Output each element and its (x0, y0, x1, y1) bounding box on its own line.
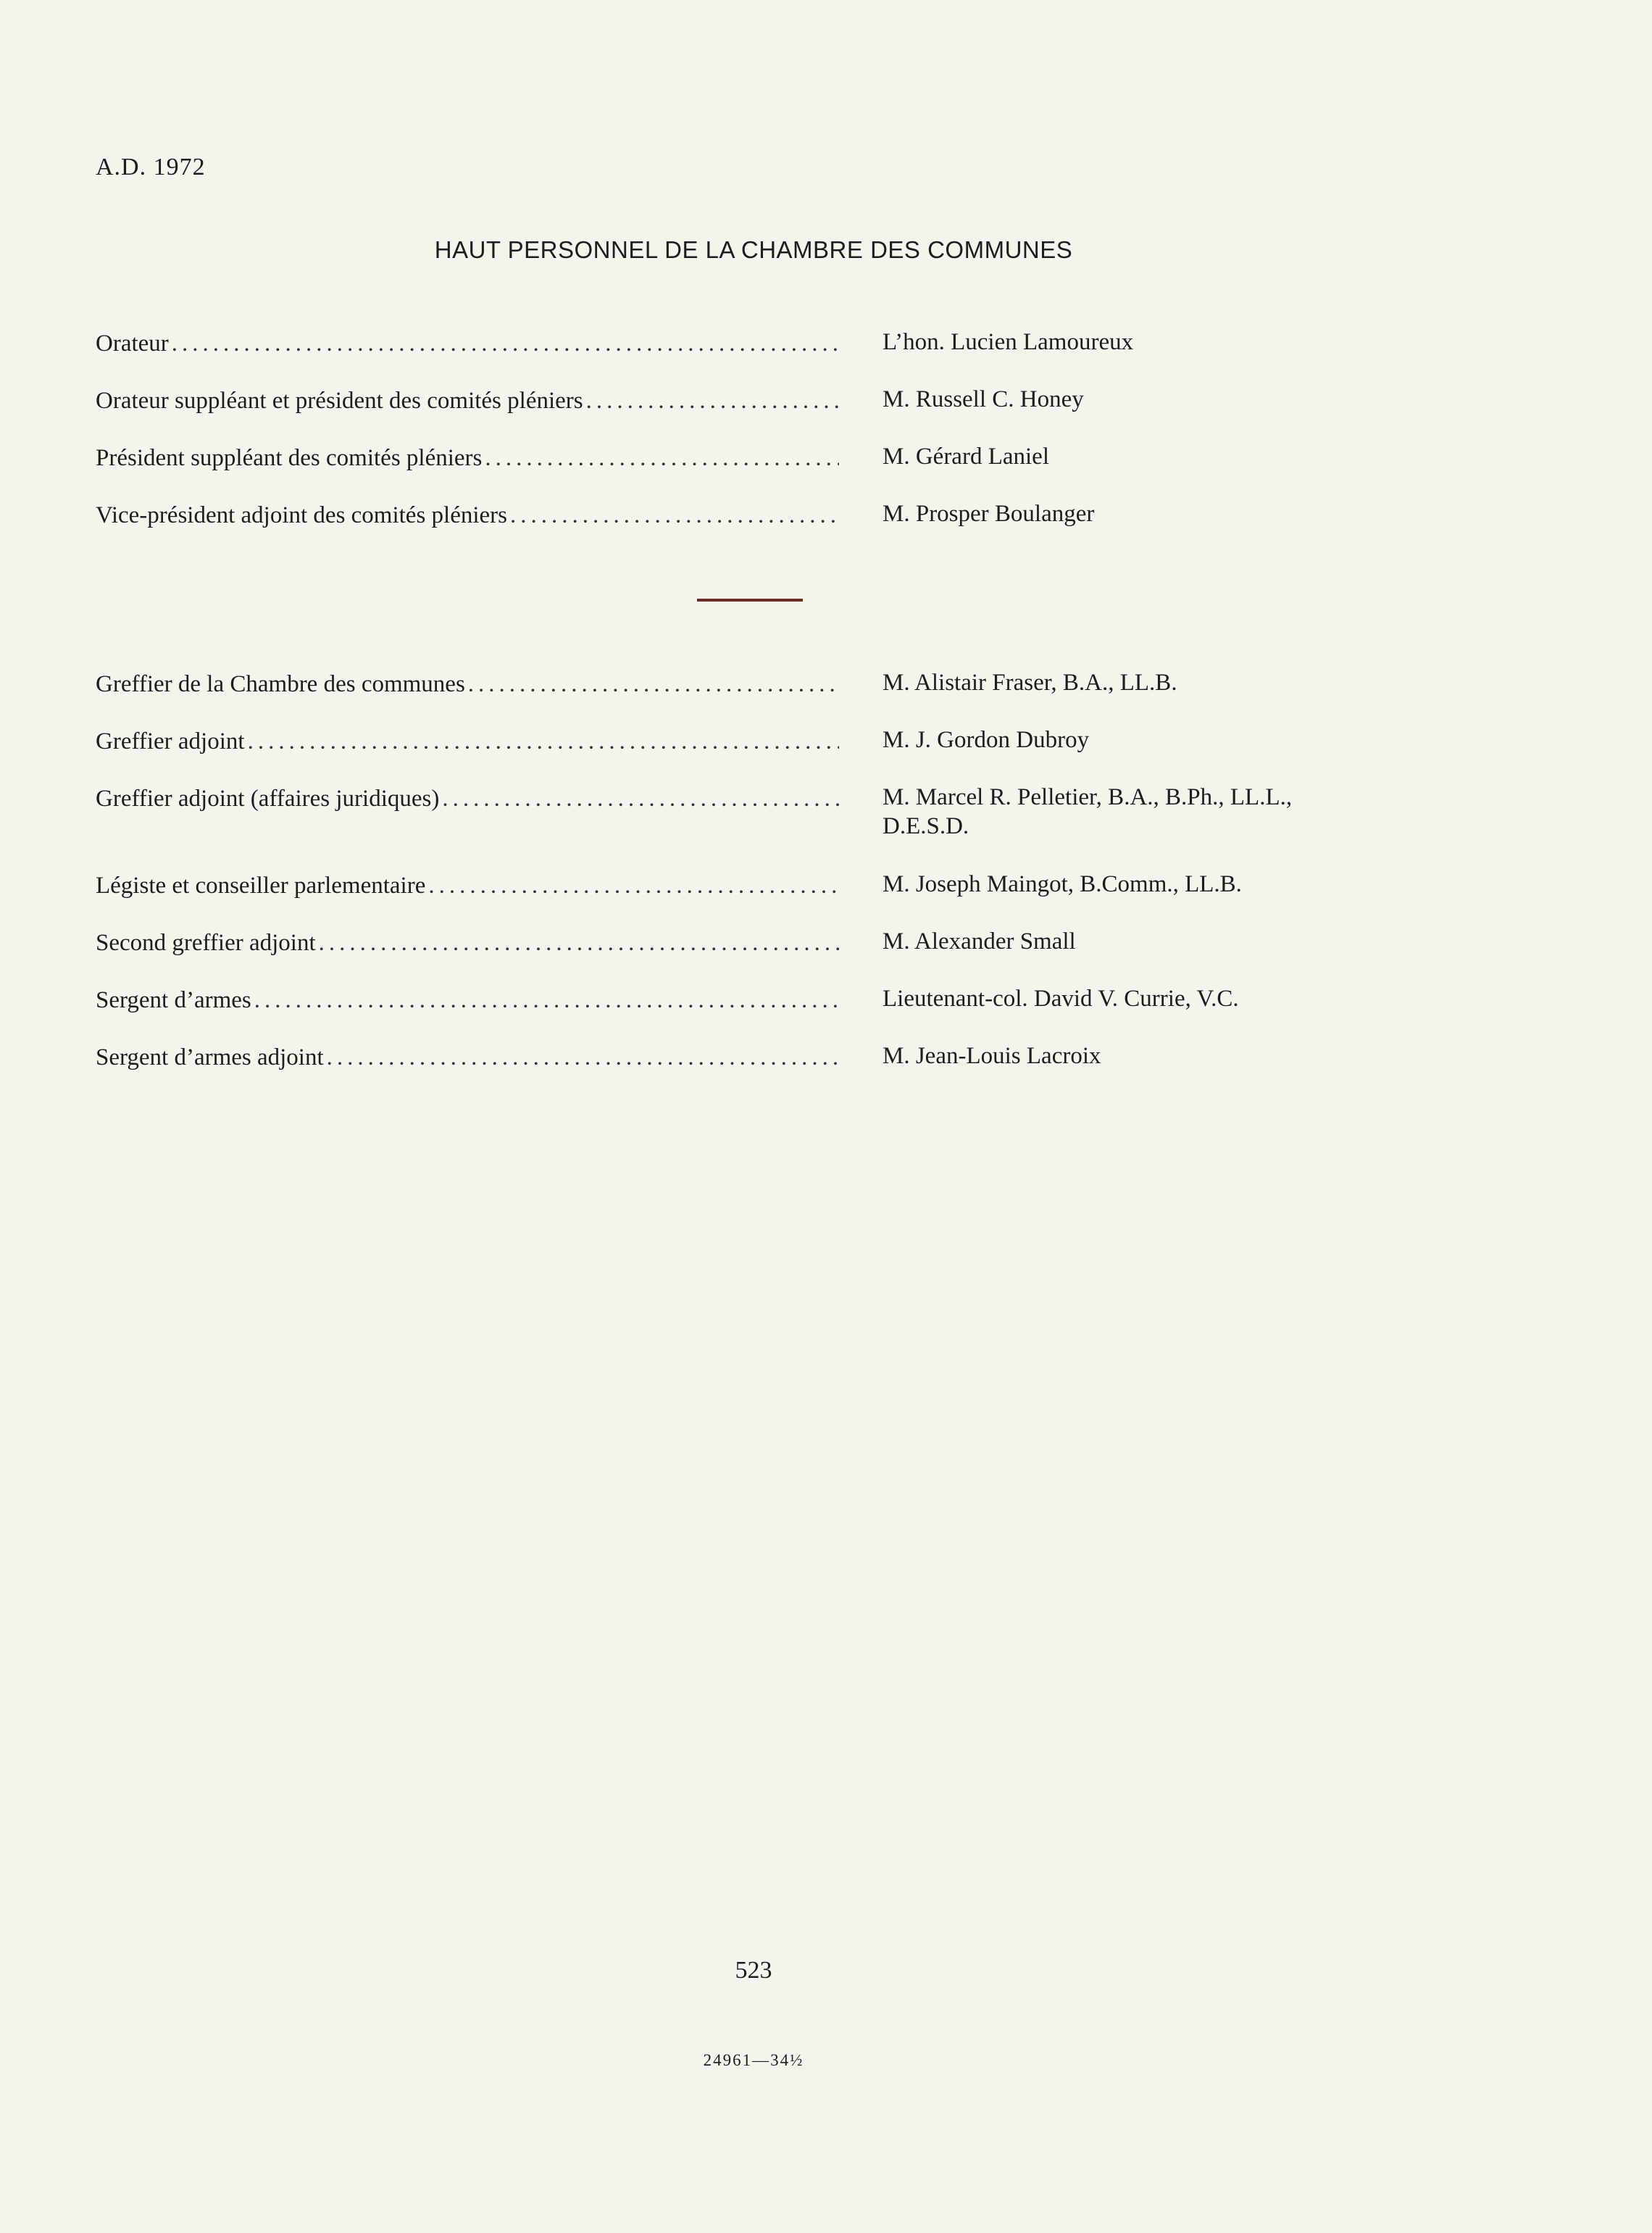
page-number: 523 (735, 1957, 772, 1984)
officer-name: M. Jean-Louis Lacroix (883, 1043, 1101, 1069)
print-code: 24961—34½ (703, 2051, 804, 2069)
document-year: A.D. 1972 (96, 154, 206, 180)
officer-name: Lieutenant-col. David V. Currie, V.C. (883, 986, 1239, 1012)
officer-role: Greffier adjoint (affaires juridiques) ..... (96, 783, 839, 815)
officer-role: Greffier adjoint ..... (96, 725, 839, 757)
officer-role: Orateur ..... (96, 328, 839, 359)
list-item (96, 499, 1472, 557)
list-item (96, 783, 1472, 870)
officer-name: M. Alexander Small (883, 928, 1076, 955)
dot-leader (510, 499, 839, 531)
officer-name: L’hon. Lucien Lamoureux (883, 329, 1134, 355)
dot-leader (586, 385, 839, 417)
dot-leader (172, 328, 839, 359)
officer-name: M. J. Gordon Dubroy (883, 727, 1090, 753)
officer-name: M. Gérard Laniel (883, 444, 1049, 470)
officer-role: Président suppléant des comités pléniers ..... (96, 442, 839, 474)
officer-name: M. Marcel R. Pelletier, B.A., B.Ph., LL.L., D.E.S.D. (883, 784, 1293, 839)
list-item (96, 328, 1472, 385)
officers-list-presiding (96, 328, 1472, 557)
officer-role: Sergent d’armes ..... (96, 984, 839, 1016)
dot-leader (485, 442, 839, 474)
officer-role: Orateur suppléant et président des comités pléniers ..... (96, 385, 839, 417)
officer-name: M. Prosper Boulanger (883, 501, 1095, 527)
section-divider (697, 599, 803, 602)
list-item (96, 442, 1472, 499)
officer-role: Sergent d’armes adjoint ..... (96, 1041, 839, 1073)
list-item (96, 870, 1472, 927)
dot-leader (319, 927, 839, 959)
dot-leader (327, 1041, 839, 1073)
list-item (96, 668, 1472, 725)
dot-leader (428, 870, 839, 902)
dot-leader (248, 725, 839, 757)
officer-name: M. Russell C. Honey (883, 386, 1084, 412)
list-item (96, 385, 1472, 442)
officer-role: Second greffier adjoint ..... (96, 927, 839, 959)
officer-role: Greffier de la Chambre des communes ..... (96, 668, 839, 700)
list-item (96, 984, 1472, 1041)
officers-list-clerks (96, 668, 1472, 1099)
page-title: HAUT PERSONNEL DE LA CHAMBRE DES COMMUNES (434, 236, 1073, 263)
list-item (96, 725, 1472, 783)
list-item (96, 927, 1472, 984)
officer-name: M. Joseph Maingot, B.Comm., LL.B. (883, 871, 1242, 897)
officer-role: Légiste et conseiller parlementaire ..... (96, 870, 839, 902)
dot-leader (254, 984, 839, 1016)
dot-leader (442, 783, 839, 815)
officer-name: M. Alistair Fraser, B.A., LL.B. (883, 670, 1177, 696)
list-item (96, 1041, 1472, 1099)
officer-role: Vice-président adjoint des comités pléniers ..... (96, 499, 839, 531)
dot-leader (468, 668, 839, 700)
